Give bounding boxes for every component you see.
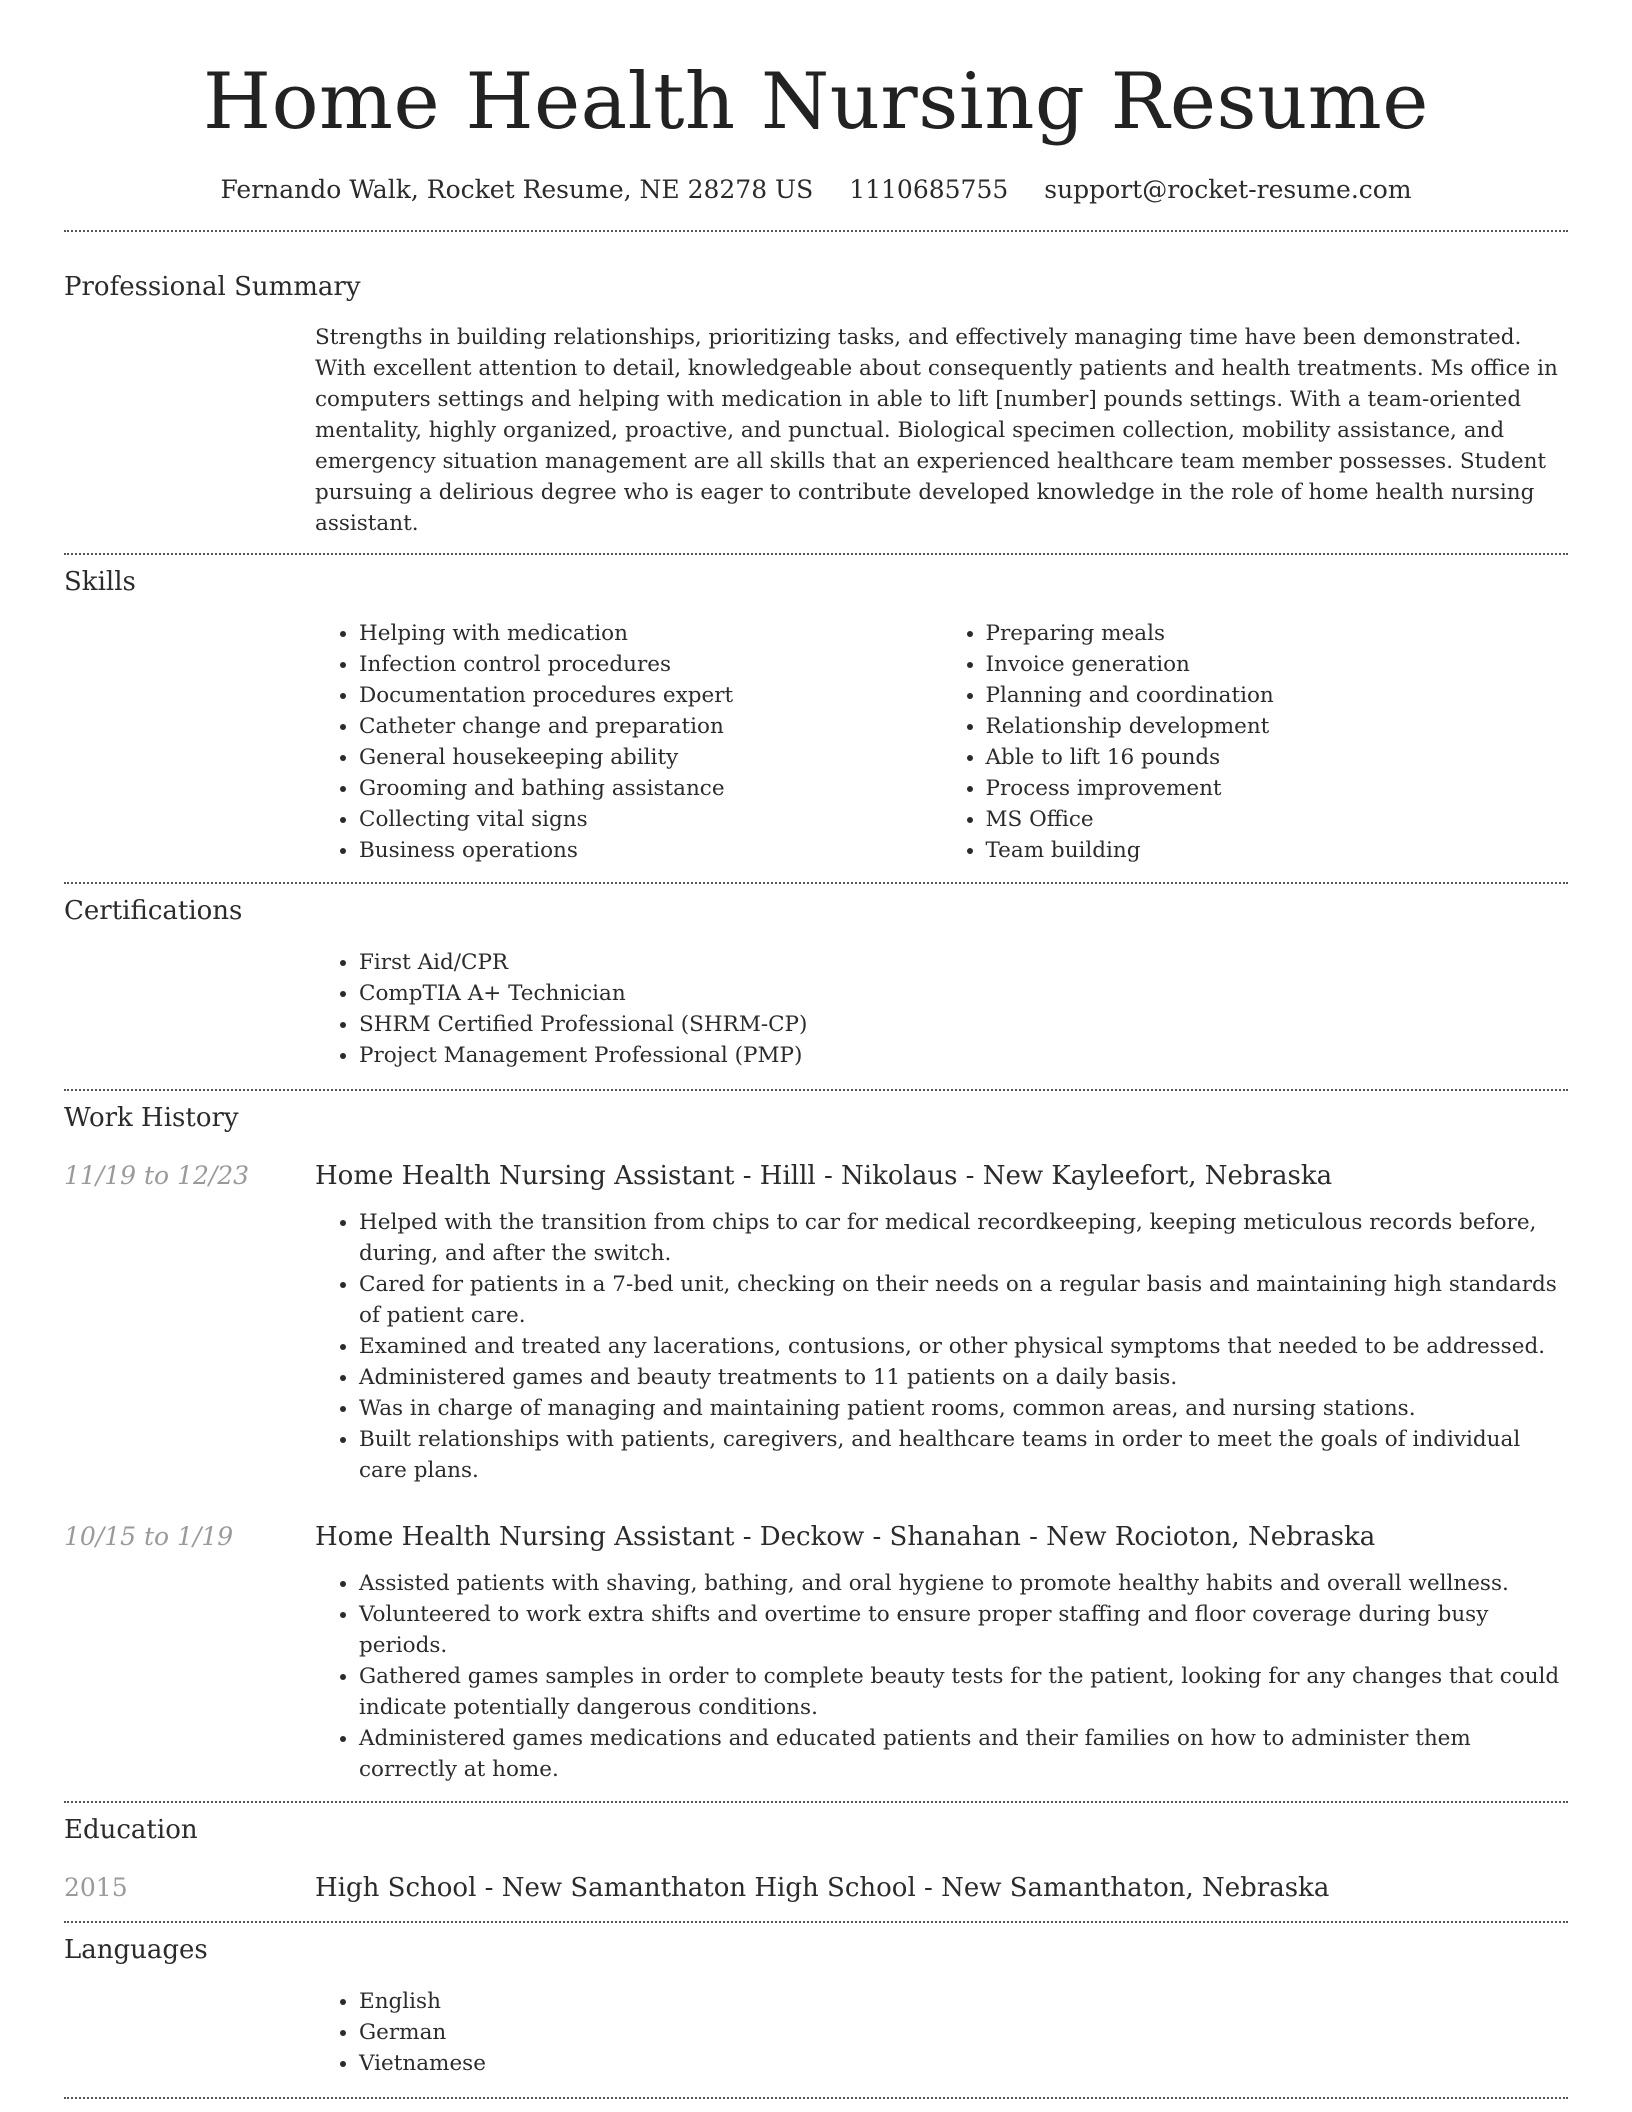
languages-section xyxy=(64,1933,1568,2079)
education-heading: Education xyxy=(64,1815,198,1845)
job-duties xyxy=(315,1568,1568,1785)
list-item: • Preparing meals xyxy=(986,618,1569,649)
divider xyxy=(64,1089,1568,1091)
job-entry xyxy=(64,1159,1568,1486)
list-item: • Was in charge of managing and maintaining patient rooms, common areas, and nursing stations. xyxy=(359,1393,1568,1424)
divider xyxy=(64,2097,1568,2099)
list-item: • Collecting vital signs xyxy=(359,804,942,835)
job-duties xyxy=(315,1207,1568,1486)
skills-list-left xyxy=(315,618,942,866)
divider xyxy=(64,1801,1568,1803)
list-item: • German xyxy=(359,2017,1568,2048)
certifications-section xyxy=(64,894,1568,1071)
list-item: • MS Office xyxy=(986,804,1569,835)
list-item: • Documentation procedures expert xyxy=(359,680,942,711)
job-dates: 11/19 to 12/23 xyxy=(64,1161,250,1190)
summary-section xyxy=(64,270,1568,539)
job-dates: 10/15 to 1/19 xyxy=(64,1522,234,1551)
contact-email: support@rocket-resume.com xyxy=(1044,175,1412,204)
certifications-list xyxy=(315,947,1568,1071)
skills-list-right xyxy=(942,618,1569,866)
summary-text: Strengths in building relationships, prioritizing tasks, and effectively managing time have been demonstrated. With excellent attention to detail, knowledgeable about consequently patients and health treatments. Ms office in computers settings and helping with medication in able to lift [number] pounds settings. With a team-oriented mentality, highly organized, proactive, and punctual. Biological specimen collection, mobility assistance, and emergency situation management are all skills that an experienced healthcare team member possesses. Student pursuing a delirious degree who is eager to contribute developed knowledge in the role of home health nursing assistant. xyxy=(315,325,1558,536)
list-item: • First Aid/CPR xyxy=(359,947,1568,978)
education-year: 2015 xyxy=(64,1873,128,1902)
certifications-heading: Certifications xyxy=(64,896,243,926)
list-item: • Volunteered to work extra shifts and overtime to ensure proper staffing and floor coverage during busy periods. xyxy=(359,1599,1568,1661)
divider xyxy=(64,882,1568,884)
list-item: • Administered games medications and educated patients and their families on how to administer them correctly at home. xyxy=(359,1723,1568,1785)
list-item: • Examined and treated any lacerations, contusions, or other physical symptoms that needed to be addressed. xyxy=(359,1331,1568,1362)
list-item: • Helped with the transition from chips to car for medical recordkeeping, keeping meticulous records before, during, and after the switch. xyxy=(359,1207,1568,1269)
work-heading: Work History xyxy=(64,1103,239,1133)
list-item: • Assisted patients with shaving, bathing, and oral hygiene to promote healthy habits and overall wellness. xyxy=(359,1568,1568,1599)
divider xyxy=(64,1921,1568,1923)
contact-phone: 1110685755 xyxy=(849,175,1009,204)
list-item: • Built relationships with patients, caregivers, and healthcare teams in order to meet the goals of individual care plans. xyxy=(359,1424,1568,1486)
summary-content xyxy=(315,322,1568,539)
languages-content xyxy=(315,1986,1568,2079)
skills-section xyxy=(64,565,1568,866)
languages-heading: Languages xyxy=(64,1935,208,1965)
list-item: • Gathered games samples in order to complete beauty tests for the patient, looking for any changes that could indicate potentially dangerous conditions. xyxy=(359,1661,1568,1723)
languages-list xyxy=(315,1986,1568,2079)
job-title: Home Health Nursing Assistant - Deckow - Shanahan - New Rocioton, Nebraska xyxy=(315,1522,1376,1552)
list-item: • Relationship development xyxy=(986,711,1569,742)
list-item: • Catheter change and preparation xyxy=(359,711,942,742)
job-title: Home Health Nursing Assistant - Hilll - Nikolaus - New Kayleefort, Nebraska xyxy=(315,1161,1333,1191)
contact-address: Fernando Walk, Rocket Resume, NE 28278 US xyxy=(220,175,814,204)
list-item: • English xyxy=(359,1986,1568,2017)
list-item: • Administered games and beauty treatments to 11 patients on a daily basis. xyxy=(359,1362,1568,1393)
education-main xyxy=(315,1871,1568,1905)
resume-title: Home Health Nursing Resume xyxy=(203,57,1429,147)
list-item: • Helping with medication xyxy=(359,618,942,649)
list-item: • Planning and coordination xyxy=(986,680,1569,711)
skills-heading: Skills xyxy=(64,567,136,597)
list-item: • Project Management Professional (PMP) xyxy=(359,1040,1568,1071)
education-entry xyxy=(64,1871,1568,1905)
list-item: • Cared for patients in a 7-bed unit, checking on their needs on a regular basis and maintaining high standards of patient care. xyxy=(359,1269,1568,1331)
list-item: • General housekeeping ability xyxy=(359,742,942,773)
job-entry xyxy=(64,1520,1568,1785)
education-section xyxy=(64,1813,1568,1905)
divider xyxy=(64,230,1568,232)
list-item: • Able to lift 16 pounds xyxy=(986,742,1569,773)
list-item: • Grooming and bathing assistance xyxy=(359,773,942,804)
list-item: • Invoice generation xyxy=(986,649,1569,680)
list-item: • Business operations xyxy=(359,835,942,866)
list-item: • Vietnamese xyxy=(359,2048,1568,2079)
education-title: High School - New Samanthaton High School - New Samanthaton, Nebraska xyxy=(315,1873,1330,1903)
summary-heading: Professional Summary xyxy=(64,272,361,302)
certifications-content xyxy=(315,947,1568,1071)
list-item: • Process improvement xyxy=(986,773,1569,804)
list-item: • Team building xyxy=(986,835,1569,866)
list-item: • CompTIA A+ Technician xyxy=(359,978,1568,1009)
list-item: • SHRM Certified Professional (SHRM-CP) xyxy=(359,1009,1568,1040)
contact-line xyxy=(64,174,1568,206)
job-main xyxy=(315,1520,1568,1785)
work-section xyxy=(64,1101,1568,1785)
job-main xyxy=(315,1159,1568,1486)
skills-content xyxy=(315,618,1568,866)
divider xyxy=(64,553,1568,555)
list-item: • Infection control procedures xyxy=(359,649,942,680)
